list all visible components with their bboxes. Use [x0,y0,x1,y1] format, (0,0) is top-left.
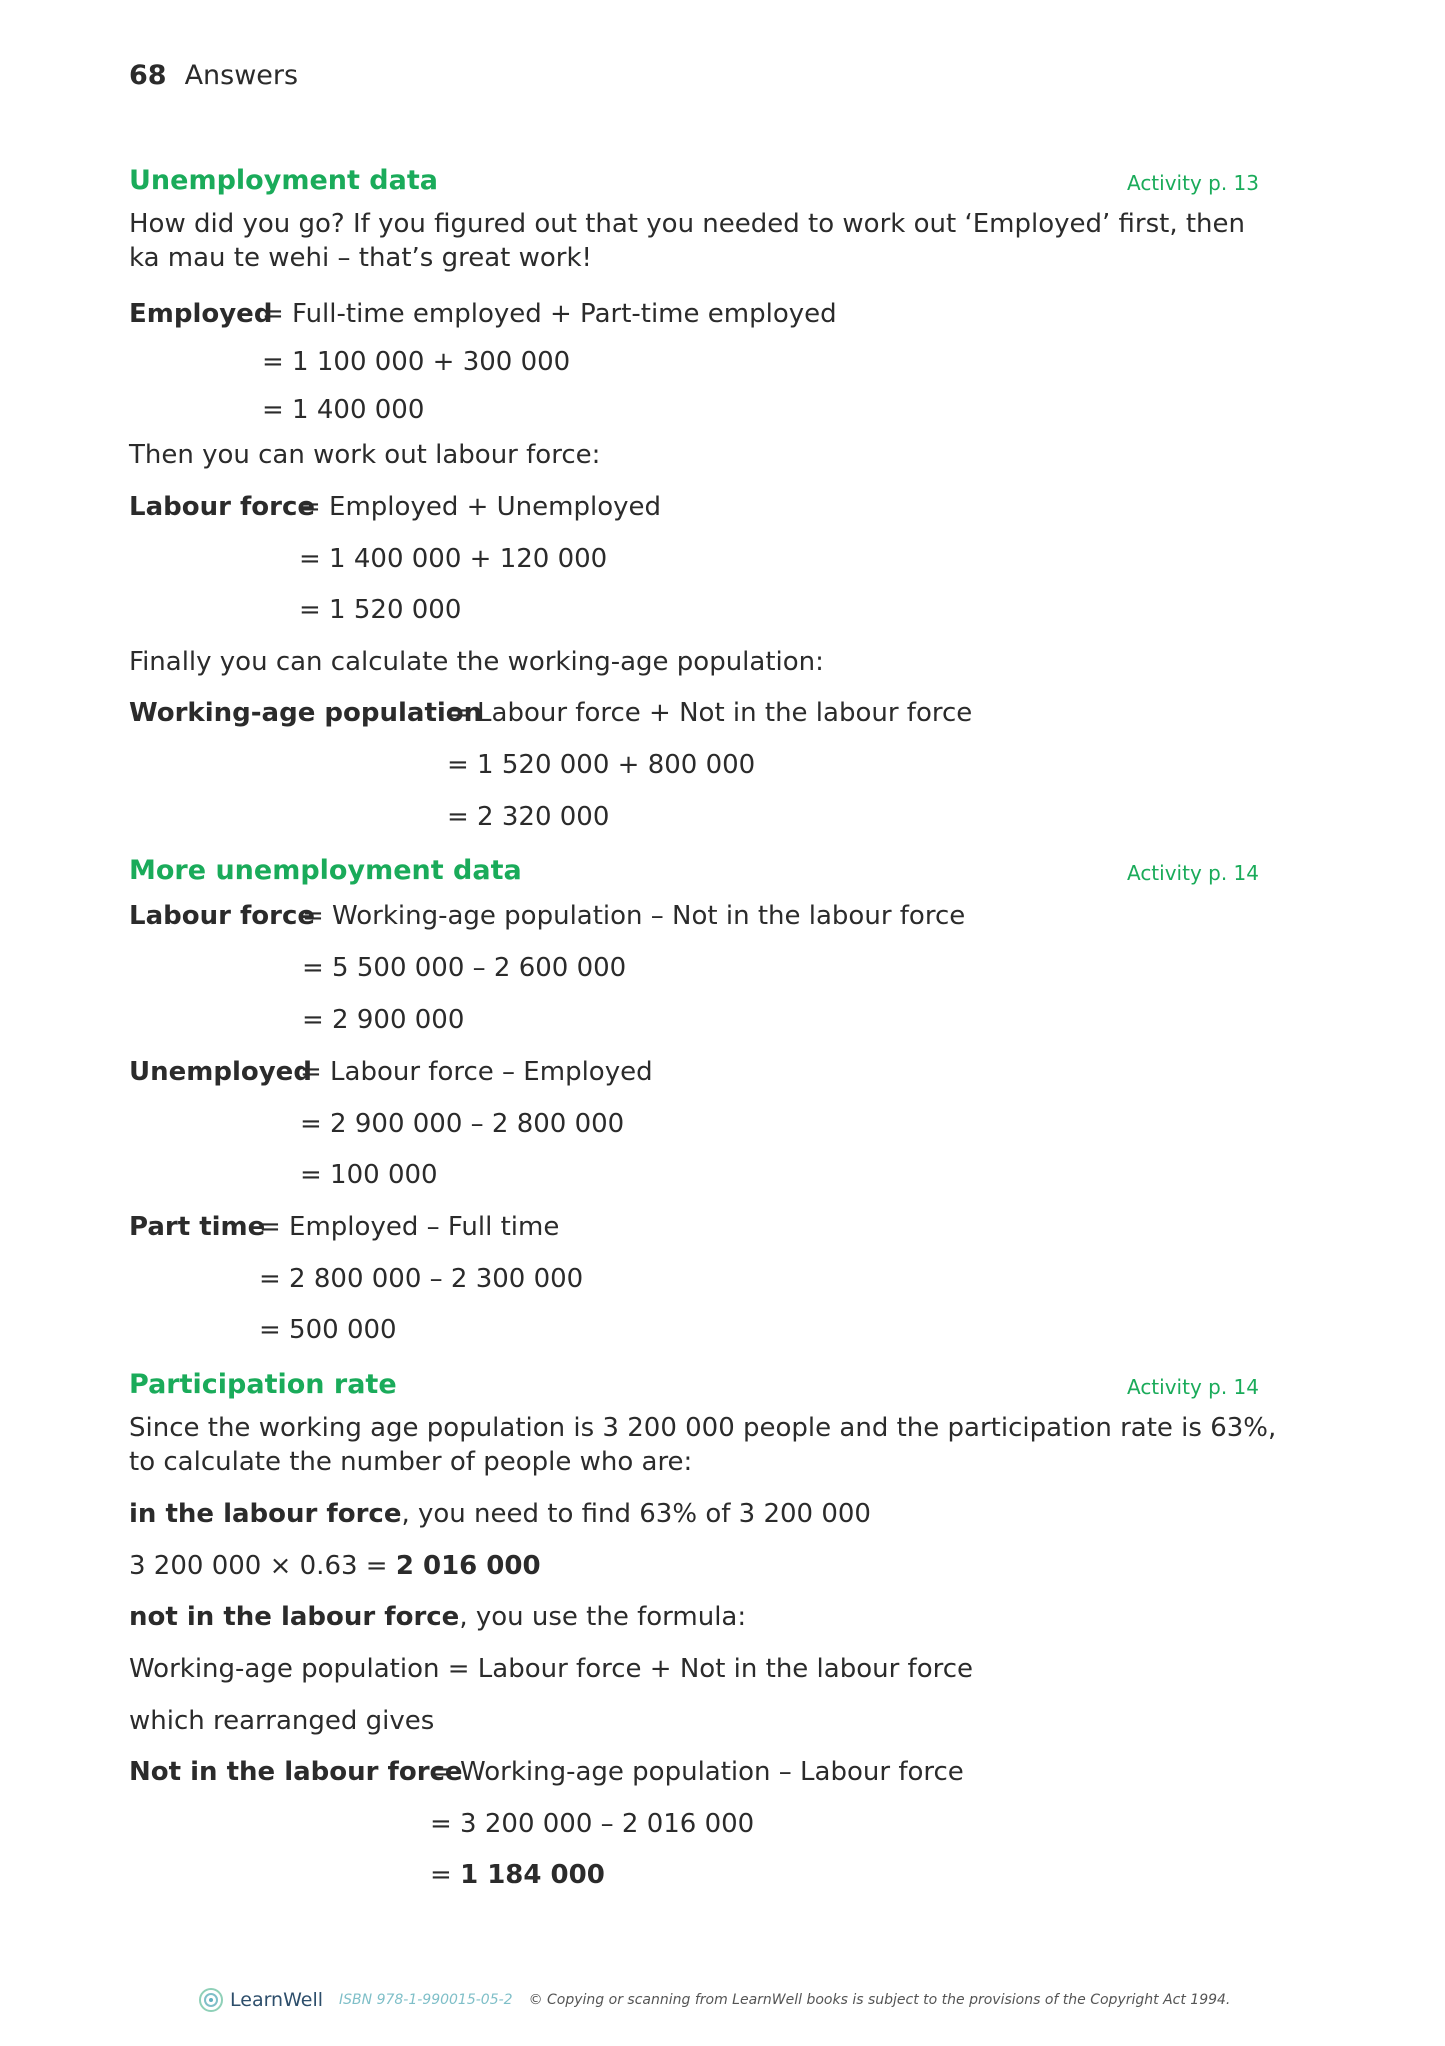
equation-line: = 500 000 [259,1315,397,1345]
not-in-labour-force-text [129,1600,746,1634]
copyright-text: © Copying or scanning from LearnWell books is subject to the provisions of the Copyright Act 1994. [528,1992,1231,2008]
employed-label: Employed [129,299,273,329]
final-result: 1 184 000 [460,1860,605,1890]
equation-line [430,1858,605,1892]
equation-line: = 1 400 000 + 120 000 [299,544,608,574]
equation-line: = Employed + Unemployed [299,492,661,522]
equation-line: = Working-age population – Labour force [430,1757,964,1787]
body-text: Finally you can calculate the working-age population: [129,647,824,677]
working-age-population-label: Working-age population [129,698,483,728]
equation-line: = 2 900 000 – 2 800 000 [300,1109,625,1139]
body-text: which rearranged gives [129,1706,435,1736]
intro-paragraph: How did you go? If you figured out that you needed to work out ‘Employed’ first, then ka mau te wehi – that’s great work! [129,209,1245,273]
equation-line: = 2 800 000 – 2 300 000 [259,1264,584,1294]
section-participation-rate-heading [129,1369,1259,1400]
isbn-text: ISBN 978-1-990015-05-2 [339,1992,513,2008]
equation-line: = 1 520 000 + 800 000 [447,750,756,780]
equation-line: = 1 520 000 [299,595,462,625]
calculation-result: 2 016 000 [395,1551,541,1581]
equation-line: = 100 000 [300,1160,438,1190]
not-in-labour-force-label: Not in the labour force [129,1757,463,1787]
section-title: Participation rate [129,1369,397,1400]
logo-text: LearnWell [230,1989,324,2011]
page-header-title: Answers [184,60,299,91]
section-unemployment-data-heading [129,165,1259,196]
body-text: , you need to find 63% of 3 200 000 [401,1499,871,1529]
equation-line: = Working-age population – Not in the labour force [302,901,966,931]
equation-line: = 2 900 000 [302,1005,465,1035]
labour-force-label: Labour force [129,901,316,931]
section-more-unemployment-data-heading [129,855,1259,886]
equation-line: = 1 100 000 + 300 000 [262,347,571,377]
part-time-label: Part time [129,1212,266,1242]
calculation-line [129,1549,541,1583]
page-header [129,60,298,91]
bold-phrase: not in the labour force [129,1602,460,1632]
page-number: 68 [129,60,167,91]
footer [198,1985,1230,2015]
in-labour-force-text [129,1497,871,1531]
equals-sign: = [430,1860,461,1890]
section-title: More unemployment data [129,855,522,886]
equation-line: = 2 320 000 [447,802,610,832]
equation-line: = Labour force – Employed [300,1057,653,1087]
equation-line: = 5 500 000 – 2 600 000 [302,953,627,983]
equation-line: = 1 400 000 [262,395,425,425]
activity-reference: Activity p. 14 [1126,1375,1259,1399]
equation-line: = Full-time employed + Part-time employed [262,299,837,329]
formula-text: Working-age population = Labour force + Not in the labour force [129,1654,974,1684]
learnwell-logo-icon [198,1987,224,2013]
equation-line: = Employed – Full time [259,1212,560,1242]
section-title: Unemployment data [129,165,438,196]
labour-force-label: Labour force [129,492,316,522]
body-text: Then you can work out labour force: [129,440,601,470]
bold-phrase: in the labour force [129,1499,402,1529]
activity-reference: Activity p. 14 [1126,861,1259,885]
calculation-expression: 3 200 000 × 0.63 = [129,1551,396,1581]
equation-line: = 3 200 000 – 2 016 000 [430,1809,755,1839]
body-text: , you use the formula: [459,1602,747,1632]
unemployed-label: Unemployed [129,1057,312,1087]
equation-line: = Labour force + Not in the labour force [447,698,973,728]
intro-paragraph: Since the working age population is 3 200 000 people and the participation rate is 63%, to calculate the number of people who are: [129,1413,1277,1477]
activity-reference: Activity p. 13 [1126,171,1259,195]
